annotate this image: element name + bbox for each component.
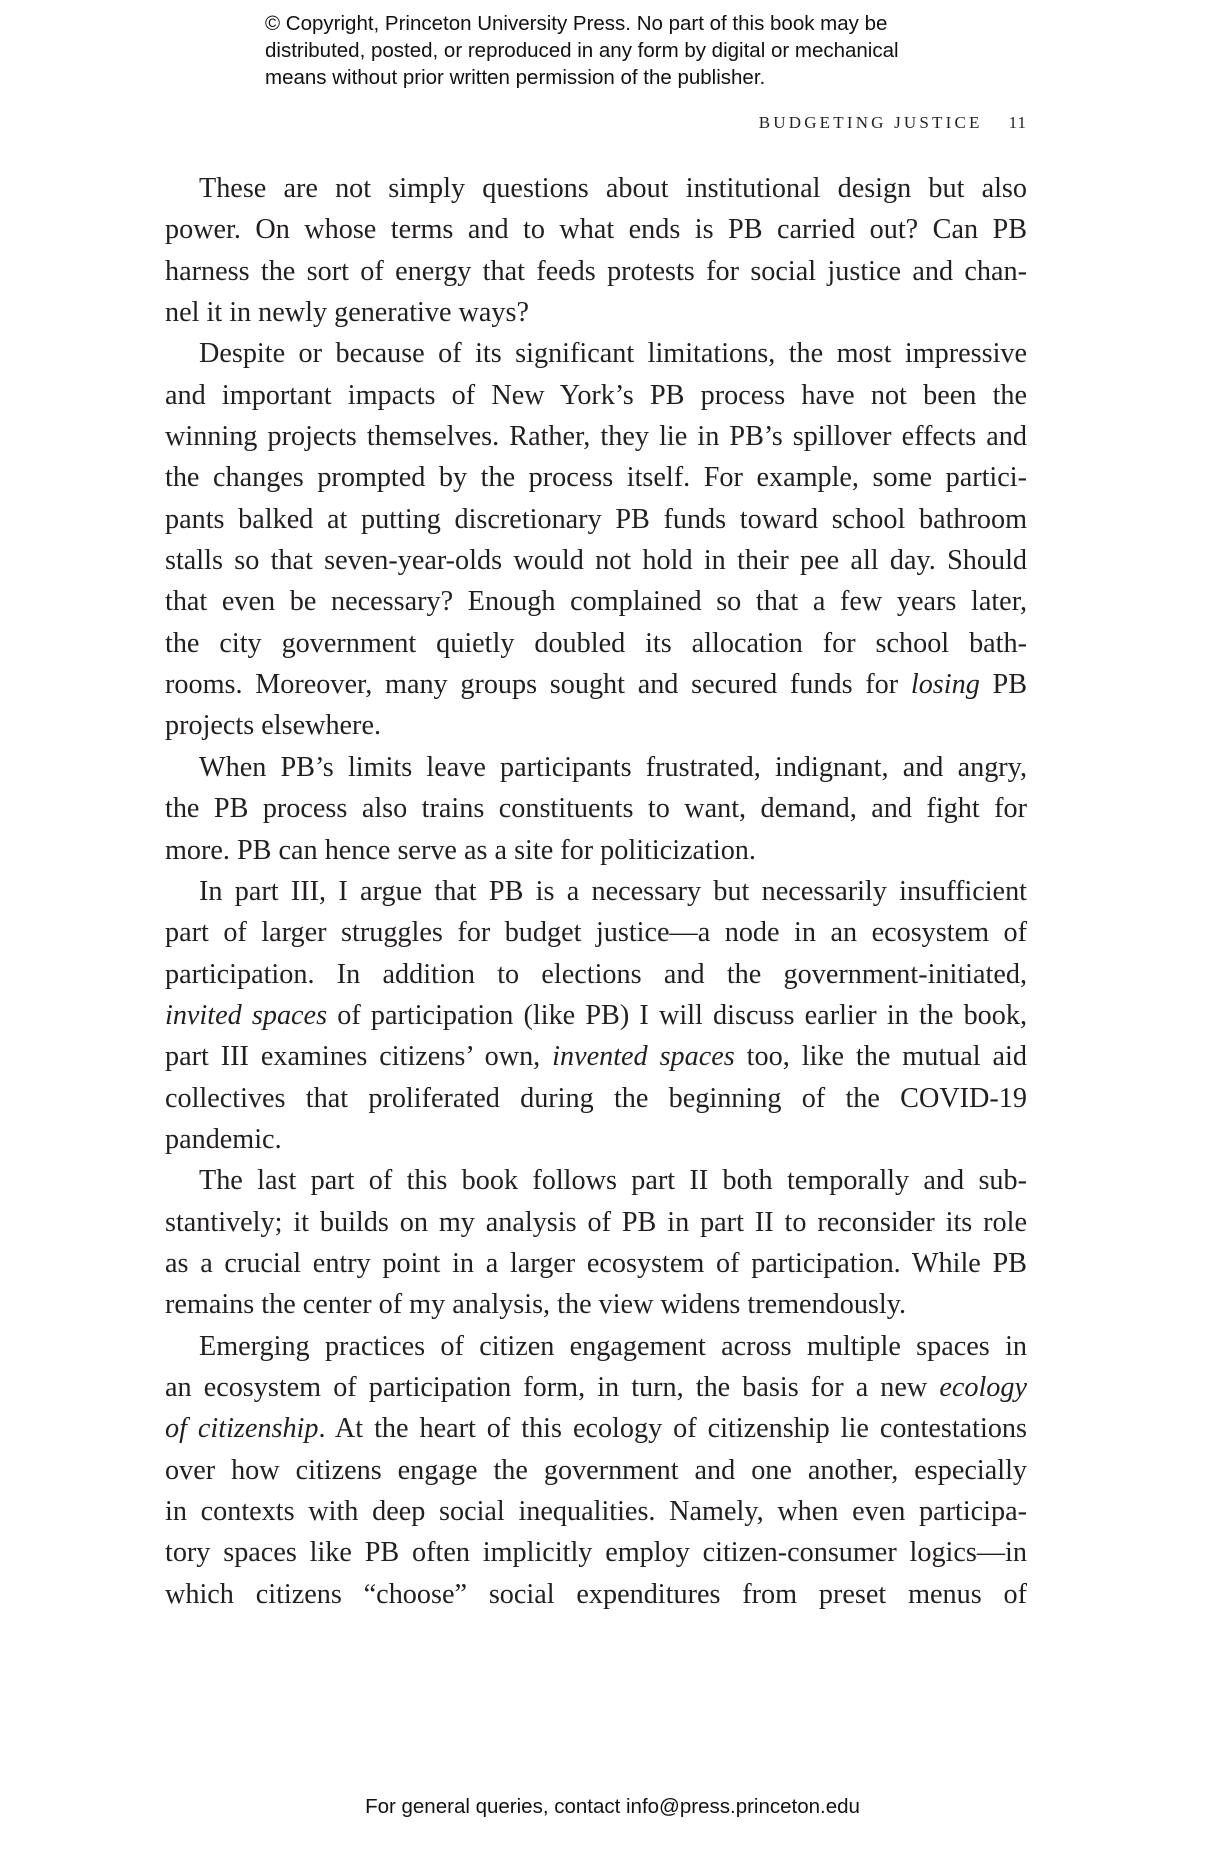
text-line: participation. In addition to elections and the government-initiated, [165,958,1027,990]
text-line: the changes prompted by the process itself. For example, some partici- [165,462,1027,494]
paragraph [165,871,1027,1160]
text-line: in contexts with deep social inequalities. Namely, when even participa- [165,1496,1027,1527]
emphasis-text: invented spaces [552,1041,735,1073]
emphasis-text: ecology [939,1371,1027,1403]
text-line: the PB process also trains constituents to want, demand, and fight for [165,793,1027,825]
footer-contact: For general queries, contact info@press.princeton.edu [365,1795,860,1818]
text-line [165,664,1027,705]
text-line: When PB’s limits leave participants frustrated, indignant, and angry, [199,751,1027,783]
text-line [165,1367,1027,1408]
text-line: collectives that proliferated during the beginning of the COVID-19 [165,1082,1027,1114]
copyright-notice [265,10,985,91]
text-segment: part III examines citizens’ own, [165,1041,553,1073]
copyright-line: © Copyright, Princeton University Press. No part of this book may be [265,12,888,35]
emphasis-text: of citizenship [165,1413,319,1445]
text-line: harness the sort of energy that feeds protests for social justice and chan- [165,255,1027,287]
emphasis-text: losing [910,669,980,701]
text-line: the city government quietly doubled its allocation for school bath- [165,627,1027,659]
text-line: and important impacts of New York’s PB process have not been the [165,379,1027,411]
text-line: nel it in newly generative ways? [165,297,529,329]
text-segment: PB [979,669,1027,701]
text-line: more. PB can hence serve as a site for politicization. [165,834,756,866]
emphasis-text: invited spaces [165,999,328,1031]
text-line [165,995,1027,1036]
paragraph [165,1160,1027,1325]
text-line: The last part of this book follows part II both temporally and sub- [199,1165,1027,1197]
text-line: as a crucial entry point in a larger ecosystem of participation. While PB [165,1247,1027,1279]
text-segment: . At the heart of this ecology of citizenship lie contestations [318,1413,1027,1445]
running-head-title: BUDGETING JUSTICE [758,113,983,132]
paragraph [165,168,1027,333]
copyright-line: distributed, posted, or reproduced in any form by digital or mechanical [265,39,899,62]
running-head [759,113,1027,133]
text-line: In part III, I argue that PB is a necessary but necessarily insufficient [199,875,1027,907]
text-line [165,1408,1027,1449]
text-line: over how citizens engage the government and one another, especially [165,1454,1027,1486]
paragraph [165,1326,1027,1615]
text-line: These are not simply questions about institutional design but also [199,173,1027,204]
text-line: winning projects themselves. Rather, they lie in PB’s spillover effects and [165,421,1027,453]
text-line: projects elsewhere. [165,710,382,742]
text-line: stantively; it builds on my analysis of PB in part II to reconsider its role [165,1206,1027,1238]
body-text [165,168,1027,1615]
text-line: which citizens “choose” social expenditures from preset menus of [165,1578,1027,1610]
paragraph [165,747,1027,871]
text-line: that even be necessary? Enough complained so that a few years later, [165,586,1027,618]
text-line: pants balked at putting discretionary PB funds toward school bathroom [165,503,1027,535]
text-line: part of larger struggles for budget justice—a node in an ecosystem of [165,917,1027,949]
text-line: tory spaces like PB often implicitly employ citizen-consumer logics—in [165,1537,1027,1569]
text-line: pandemic. [165,1123,282,1155]
text-line: remains the center of my analysis, the view widens tremendously. [165,1289,907,1321]
text-segment: an ecosystem of participation form, in turn, the basis for a new [165,1371,940,1403]
copyright-line: means without prior written permission of the publisher. [265,66,766,89]
text-line: Emerging practices of citizen engagement across multiple spaces in [199,1330,1027,1362]
text-line [165,1036,1027,1077]
text-segment: rooms. Moreover, many groups sought and secured funds for [165,669,911,701]
text-line: stalls so that seven-year-olds would not hold in their pee all day. Should [165,545,1027,577]
text-line: Despite or because of its significant limitations, the most impressive [199,338,1027,370]
text-segment: of participation (like PB) I will discuss earlier in the book, [327,999,1027,1031]
paragraph [165,333,1027,746]
page-number: 11 [1008,113,1027,132]
text-segment: too, like the mutual aid [734,1041,1027,1073]
text-line: power. On whose terms and to what ends is PB carried out? Can PB [165,214,1027,246]
